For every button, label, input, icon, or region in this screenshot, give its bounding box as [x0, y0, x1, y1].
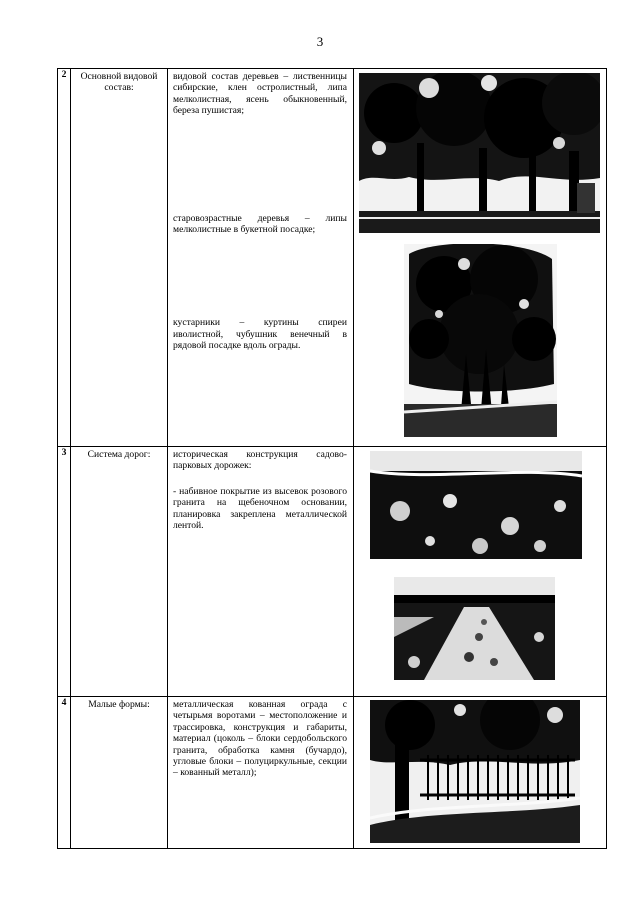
row-description: [168, 697, 354, 849]
row-number: 4: [58, 697, 71, 849]
row-description: [168, 69, 354, 447]
description-paragraph: видовой состав деревьев – лиственницы сибирские, клен остролистный, липа мелколистная, ясень обыкновенный, береза пушистая;: [173, 71, 347, 117]
row-category: [71, 447, 168, 697]
row-number: 3: [58, 447, 71, 697]
gravel-path-photo: [394, 577, 555, 680]
description-paragraph: металлическая кованная ограда с четырьмя воротами – местоположение и трассировка, конструкция и габариты, материал (цоколь – блоки сердобольского гранита, обработка камня (бучардо), угловые блоки – полуциркульные, секции – кованный металл);: [173, 699, 347, 779]
description-paragraph: историческая конструкция садово-парковых дорожек:: [173, 449, 347, 472]
row-category: [71, 69, 168, 447]
trees-photo: [359, 73, 600, 233]
row-photos: [354, 697, 607, 849]
monument-features-table: [57, 68, 607, 849]
table-row: [58, 69, 607, 447]
row-category: [71, 697, 168, 849]
row-photos: [354, 447, 607, 697]
row-description: [168, 447, 354, 697]
description-paragraph: - набивное покрытие из высевок розового гранита на щебеночном основании, планировка закреплена металлической лентой.: [173, 485, 347, 532]
iron-fence-photo: [370, 700, 580, 843]
description-paragraph: кустарники – куртины спиреи иволистной, чубушник венечный в рядовой посадке вдоль ограды.: [173, 317, 347, 352]
category-label: Система дорог:: [87, 449, 151, 460]
description-paragraph: старовозрастные деревья – липы мелколистные в букетной посадке;: [173, 212, 347, 236]
row-number: 2: [58, 69, 71, 447]
old-linden-trees-photo: [404, 244, 557, 437]
garden-path-photo: [370, 451, 582, 559]
page-number: 3: [316, 34, 324, 49]
table-row: [58, 697, 607, 849]
category-label: Малые формы:: [88, 699, 150, 710]
table-row: [58, 447, 607, 697]
category-label: Основной видовой состав:: [80, 71, 158, 94]
row-photos: [354, 69, 607, 447]
